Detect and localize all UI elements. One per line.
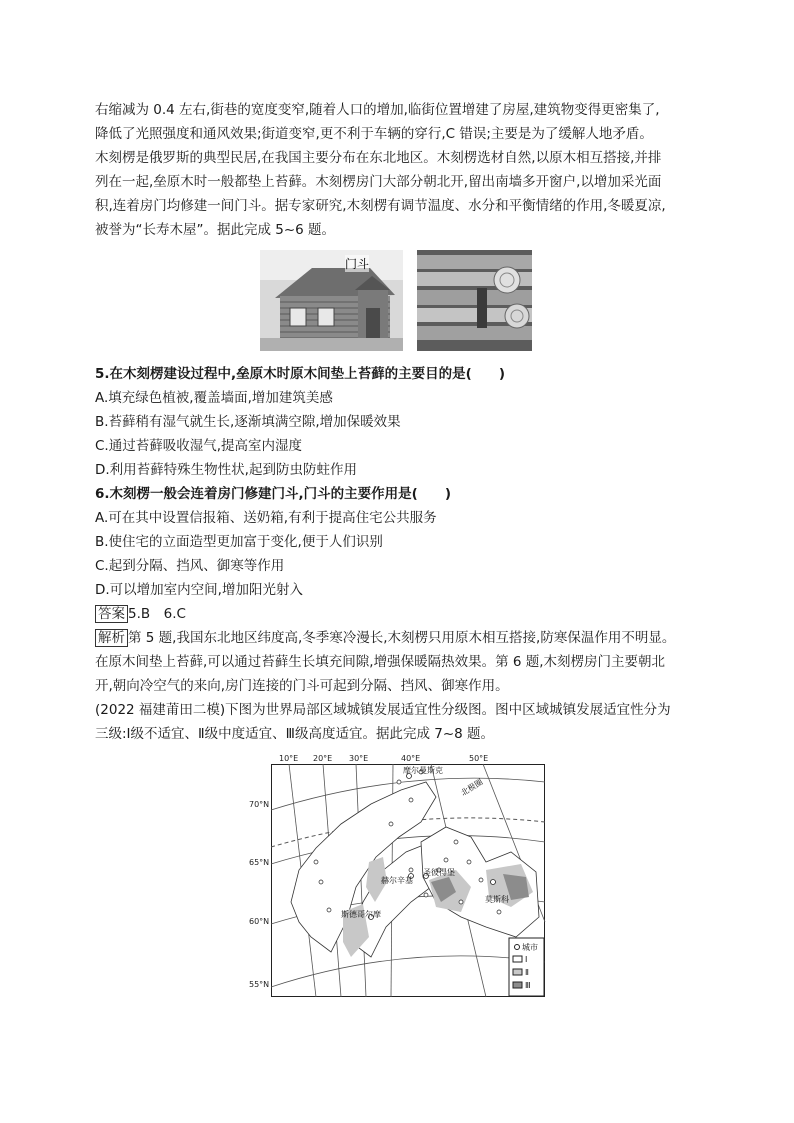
intro-line: 降低了光照强度和通风效果;街道变窄,更不利于车辆的穿行,C 错误;主要是为了缓解人地矛盾。 [95, 126, 653, 142]
map-svg [249, 752, 545, 997]
legend-level-2: Ⅱ [525, 968, 529, 977]
city-label-murmansk: 摩尔曼斯克 [403, 766, 443, 775]
city-label-helsinki: 赫尔辛基 [381, 876, 413, 885]
next-intro-line: (2022 福建莆田二模)下图为世界局部区域城镇发展适宜性分级图。图中区域城镇发展适宜性分为 [95, 702, 671, 718]
intro-line: 木刻楞是俄罗斯的典型民居,在我国主要分布在东北地区。木刻楞选材自然,以原木相互搭接,并排 [95, 150, 662, 166]
answer-line [95, 605, 186, 623]
lon-label-20: 20°E [313, 754, 333, 763]
lat-label-65: 65°N [249, 858, 270, 867]
log-stack-photo [417, 250, 532, 351]
question-6-option-c: C.起到分隔、挡风、御寒等作用 [95, 558, 285, 574]
log-stack-illustration [417, 250, 532, 351]
moscow-marker [491, 880, 496, 885]
intro-line: 被誉为“长寿木屋”。据此完成 5~6 题。 [95, 222, 336, 238]
analysis-first: 第 5 题,我国东北地区纬度高,冬季寒冷漫长,木刻楞只用原木相互搭接,防寒保温作用不明显。 [128, 630, 676, 646]
answer-tag: 答案 [95, 605, 128, 623]
legend-level-3: Ⅲ [525, 981, 531, 990]
intro-line: 积,连着房门均修建一间门斗。据专家研究,木刻楞有调节温度、水分和平衡情绪的作用,冬暖夏凉, [95, 198, 666, 214]
question-5-option-d: D.利用苔藓特殊生物性状,起到防虫防蛀作用 [95, 462, 357, 478]
question-6-option-b: B.使住宅的立面造型更加富于变化,便于人们识别 [95, 534, 383, 550]
arctic-circle-label: 北极圈 [459, 777, 485, 798]
city-label-stockholm: 斯德哥尔摩 [341, 910, 381, 919]
question-6-option-d: D.可以增加室内空间,增加阳光射入 [95, 582, 303, 598]
question-5-option-c: C.通过苔藓吸收湿气,提高室内湿度 [95, 438, 303, 454]
lon-labels [279, 754, 488, 763]
log-house-illustration [260, 250, 403, 351]
lat-label-60: 60°N [249, 917, 270, 926]
intro-line: 列在一起,垒原木时一般都垫上苔藓。木刻楞房门大部分朝北开,留出南墙多开窗户,以增加采光面 [95, 174, 662, 190]
analysis-line: 在原木间垫上苔藓,可以通过苔藓生长填充间隙,增强保暖隔热效果。第 6 题,木刻楞房门主要朝北 [95, 654, 666, 670]
lon-label-50: 50°E [469, 754, 489, 763]
lon-label-30: 30°E [349, 754, 369, 763]
analysis-line: 开,朝向冷空气的来向,房门连接的门斗可起到分隔、挡风、御寒作用。 [95, 678, 509, 694]
question-5-option-a: A.填充绿色植被,覆盖墙面,增加建筑美感 [95, 390, 333, 406]
answer-text: 5.B 6.C [128, 606, 186, 622]
legend-city: 城市 [522, 943, 538, 952]
question-6-stem: 6.木刻楞一般会连着房门修建门斗,门斗的主要作用是( ) [95, 486, 451, 502]
photo-label-vestibule: 门斗 [345, 257, 370, 271]
question-6-option-a: A.可在其中设置信报箱、送奶箱,有利于提高住宅公共服务 [95, 510, 437, 526]
city-label-moscow: 莫斯科 [485, 895, 509, 904]
lat-labels [249, 800, 269, 989]
lat-label-70: 70°N [249, 800, 270, 809]
map-legend [509, 938, 544, 996]
question-5-option-b: B.苔藓稍有湿气就生长,逐渐填满空隙,增加保暖效果 [95, 414, 401, 430]
analysis-line [95, 629, 675, 647]
lon-label-40: 40°E [401, 754, 421, 763]
question-5-stem: 5.在木刻楞建设过程中,垒原木时原木间垫上苔藓的主要目的是( ) [95, 366, 505, 382]
next-intro-line: 三级:Ⅰ级不适宜、Ⅱ级中度适宜、Ⅲ级高度适宜。据此完成 7~8 题。 [95, 726, 495, 742]
intro-line: 右缩减为 0.4 左右,街巷的宽度变窄,随着人口的增加,临街位置增建了房屋,建筑物变得更密集了, [95, 102, 660, 118]
city-label-stpetersburg: 圣彼得堡 [423, 868, 455, 877]
analysis-tag: 解析 [95, 629, 128, 647]
lat-label-55: 55°N [249, 980, 270, 989]
legend-level-1: Ⅰ [525, 955, 528, 964]
regional-map [249, 752, 545, 997]
lon-label-10: 10°E [279, 754, 299, 763]
log-house-photo [260, 250, 403, 351]
